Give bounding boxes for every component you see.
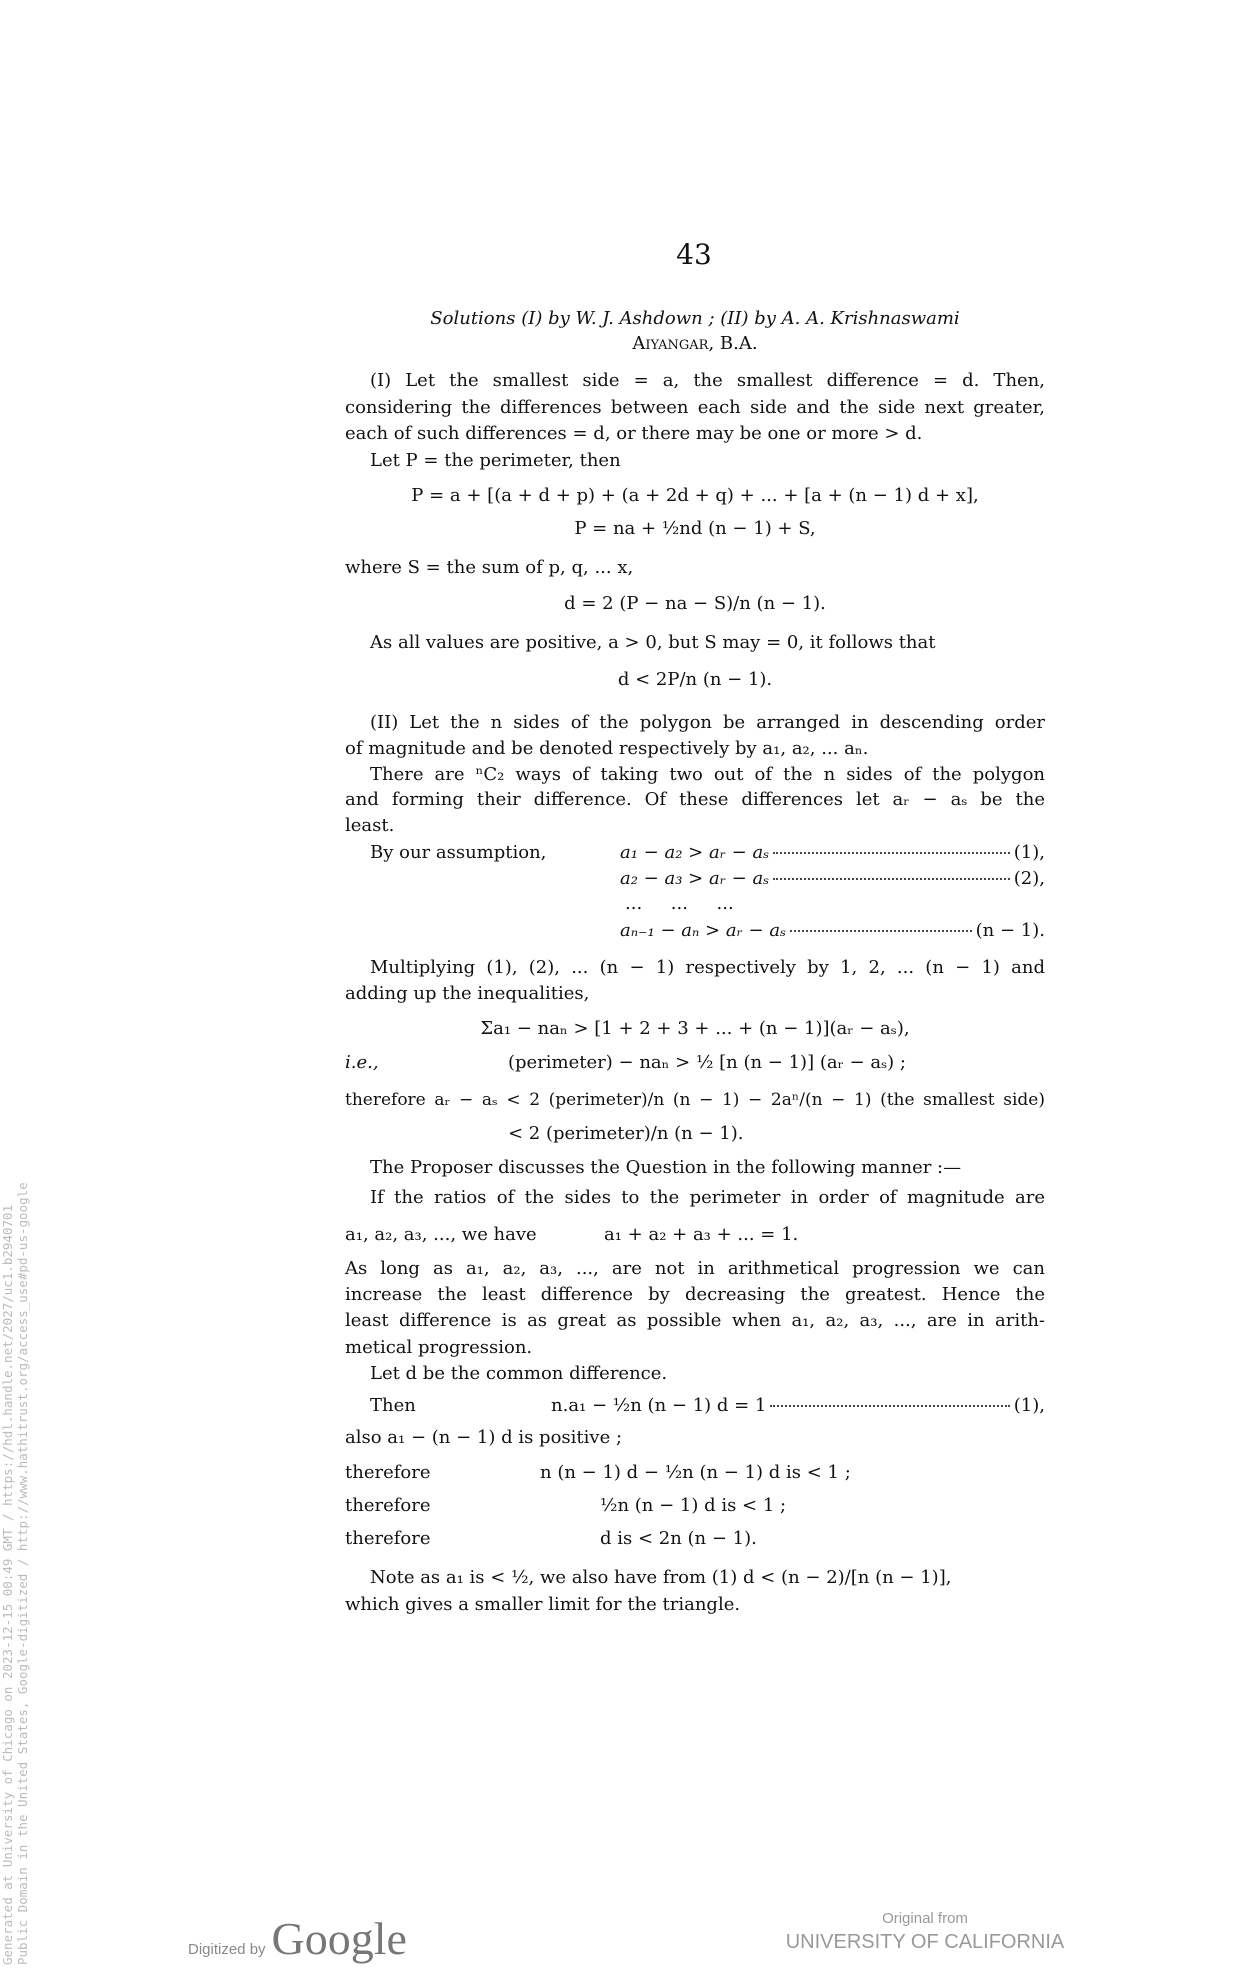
watermark-line: Generated at University of Chicago on 2023-12-15 00:49 GMT / https://hdl.handle.net/2027/uc1.b2940701 [0,1204,15,1965]
proposer-line: Let d be the common difference. [370,1363,668,1384]
inequality-tag: (1), [1013,842,1045,863]
equation-tag: (1), [1013,1395,1045,1416]
part1-line: where S = the sum of p, q, ... x, [345,557,634,578]
equation: a₁ + a₂ + a₃ + ... = 1. [604,1224,799,1245]
hathitrust-watermark [0,1182,30,1965]
inequality-tag: (2), [1013,868,1045,889]
inequality-expr: a₂ − a₃ > aᵣ − aₛ [620,868,770,889]
inequality-ellipsis: ... ... ... [625,893,734,914]
part2-line: therefore aᵣ − aₛ < 2 (perimeter)/n (n − 1) − 2aⁿ/(n − 1) (the smallest side) [345,1090,1045,1110]
equation: P = na + ½nd (n − 1) + S, [574,518,816,539]
dot-leader [770,1405,1009,1407]
part2-line: of magnitude and be denoted respectively by a₁, a₂, ... aₙ. [345,738,869,759]
proposer-line: least difference is as great as possible when a₁, a₂, a₃, ..., are in arith- [345,1310,1045,1331]
proposer-line: As long as a₁, a₂, a₃, ..., are not in arithmetical progression we can [345,1258,1045,1279]
digitized-by-label: Digitized by [188,1941,266,1958]
part1-line: (I) Let the smallest side = a, the smallest difference = d. Then, [370,370,1045,391]
inequality-n [620,919,1045,943]
equation: d is < 2n (n − 1). [600,1528,757,1549]
solutions-heading: Solutions (I) by W. J. Ashdown ; (II) by A. A. Krishnaswami [430,308,960,329]
equation: (perimeter) − naₙ > ½ [n (n − 1)] (aᵣ − aₛ) ; [508,1052,906,1073]
inequality-2 [620,867,1045,891]
solutions-heading-authors: Aiyangar, B.A. [632,333,758,354]
part2-line: adding up the inequalities, [345,983,590,1004]
note-line: Note as a₁ is < ½, we also have from (1) d < (n − 2)/[n (n − 1)], [370,1567,952,1588]
proposer-line: metical progression. [345,1337,533,1358]
part2-line: and forming their difference. Of these differences let aᵣ − aₛ be the [345,789,1045,810]
part2-line: (II) Let the n sides of the polygon be arranged in descending order [370,712,1045,733]
therefore-label: therefore [345,1495,431,1516]
part1-line: considering the differences between each side and the side next greater, [345,397,1045,418]
ie-label: i.e., [345,1052,379,1073]
equation: P = a + [(a + d + p) + (a + 2d + q) + ... + [a + (n − 1) d + x], [411,485,979,506]
proposer-line: a₁, a₂, a₃, ..., we have [345,1224,537,1245]
inequality-expr: a₁ − a₂ > aᵣ − aₛ [620,842,770,863]
assumption-label: By our assumption, [370,842,547,863]
digitized-by-google [188,1912,407,1965]
then-label: Then [370,1395,416,1416]
equation: n.a₁ − ½n (n − 1) d = 1 [551,1395,767,1416]
inequality-expr: aₙ₋₁ − aₙ > aᵣ − aₛ [620,920,787,941]
original-from [780,1910,1070,1954]
page-number: 43 [676,238,712,271]
proposer-line: also a₁ − (n − 1) d is positive ; [345,1427,623,1448]
therefore-label: therefore [345,1528,431,1549]
equation: d = 2 (P − na − S)/n (n − 1). [564,593,826,614]
equation: Σa₁ − naₙ > [1 + 2 + 3 + ... + (n − 1)](aᵣ − aₛ), [480,1018,910,1039]
equation: d < 2P/n (n − 1). [617,669,773,690]
google-logo: Google [271,1913,407,1964]
part2-line: There are ⁿC₂ ways of taking two out of the n sides of the polygon [370,764,1045,785]
part1-line: As all values are positive, a > 0, but S may = 0, it follows that [370,632,936,653]
equation: ½n (n − 1) d is < 1 ; [600,1495,787,1516]
note-line: which gives a smaller limit for the triangle. [345,1594,741,1615]
institution-name: UNIVERSITY OF CALIFORNIA [785,1931,1065,1953]
proposer-line: If the ratios of the sides to the perimeter in order of magnitude are [370,1187,1045,1208]
original-from-label: Original from [882,1910,968,1927]
dot-leader [773,878,1010,880]
proposer-line: The Proposer discusses the Question in the following manner :— [370,1157,962,1178]
equation: n (n − 1) d − ½n (n − 1) d is < 1 ; [540,1462,851,1483]
proposer-line: increase the least difference by decreasing the greatest. Hence the [345,1284,1045,1305]
inequality-tag: (n − 1). [975,920,1045,941]
therefore-label: therefore [345,1462,431,1483]
dot-leader [790,930,972,932]
dot-leader [773,852,1010,854]
equation: < 2 (perimeter)/n (n − 1). [508,1123,744,1144]
part2-line: least. [345,815,395,836]
part1-line: Let P = the perimeter, then [370,450,621,471]
then-equation [551,1394,1045,1418]
part2-line: Multiplying (1), (2), ... (n − 1) respectively by 1, 2, ... (n − 1) and [370,957,1045,978]
inequality-1 [620,841,1045,865]
watermark-line: Public Domain in the United States, Google-digitized / http://www.hathitrust.org/access_use#pd-us-google [15,1182,30,1965]
part1-line: each of such differences = d, or there may be one or more > d. [345,423,923,444]
